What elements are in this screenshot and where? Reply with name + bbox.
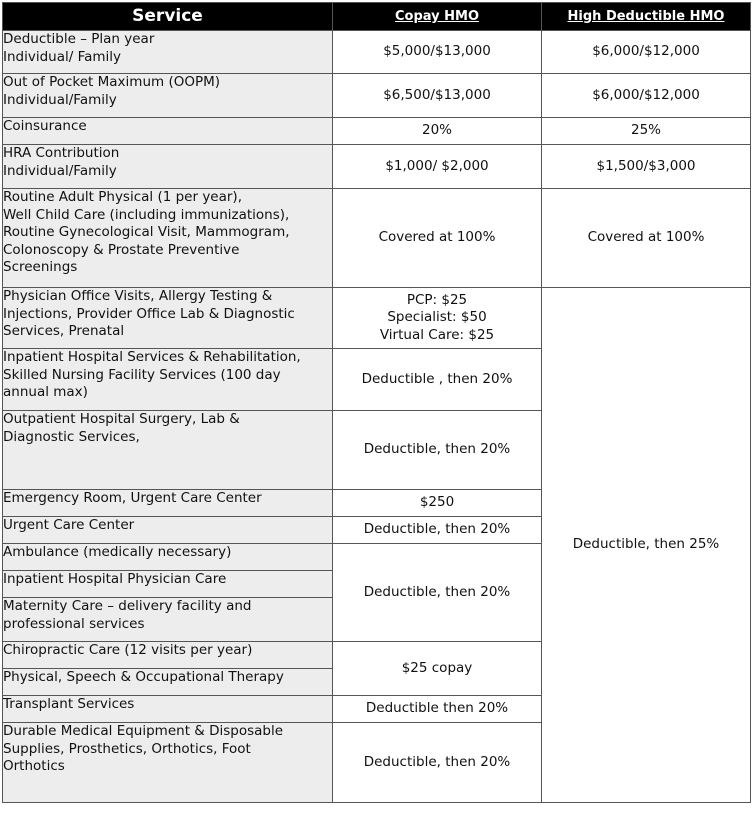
copay-cell: Deductible , then 20%: [333, 349, 542, 411]
copay-cell: Covered at 100%: [333, 189, 542, 288]
hdhmo-cell: $6,000/$12,000: [542, 74, 751, 118]
service-cell: Outpatient Hospital Surgery, Lab & Diagnostic Services,: [3, 411, 333, 490]
copay-cell: Deductible, then 20%: [333, 723, 542, 803]
copay-cell: $1,000/ $2,000: [333, 145, 542, 189]
copay-cell: $5,000/$13,000: [333, 31, 542, 74]
table-row: [3, 118, 751, 145]
table-header-row: [3, 3, 751, 31]
table-row: [3, 189, 751, 288]
copay-cell: Deductible, then 20%: [333, 517, 542, 544]
table-row: [3, 288, 751, 349]
service-cell: Transplant Services: [3, 696, 333, 723]
service-cell: Out of Pocket Maximum (OOPM) Individual/Family: [3, 74, 333, 118]
service-cell: Deductible – Plan year Individual/ Family: [3, 31, 333, 74]
table-row: [3, 31, 751, 74]
hdhmo-merged-cell: Deductible, then 25%: [542, 288, 751, 803]
service-cell: Chiropractic Care (12 visits per year): [3, 642, 333, 669]
service-cell: Inpatient Hospital Physician Care: [3, 571, 333, 598]
table-row: [3, 74, 751, 118]
service-cell: Coinsurance: [3, 118, 333, 145]
service-cell: Physical, Speech & Occupational Therapy: [3, 669, 333, 696]
hdhmo-cell: $6,000/$12,000: [542, 31, 751, 74]
copay-cell: $25 copay: [333, 642, 542, 696]
service-cell: Emergency Room, Urgent Care Center: [3, 490, 333, 517]
service-cell: Urgent Care Center: [3, 517, 333, 544]
service-cell: Ambulance (medically necessary): [3, 544, 333, 571]
copay-cell: Deductible, then 20%: [333, 544, 542, 642]
hdhmo-cell: 25%: [542, 118, 751, 145]
header-copay-hmo: Copay HMO: [333, 3, 542, 31]
hdhmo-cell: Covered at 100%: [542, 189, 751, 288]
copay-cell: Deductible, then 20%: [333, 411, 542, 490]
copay-cell: Deductible then 20%: [333, 696, 542, 723]
service-cell: Routine Adult Physical (1 per year), Well Child Care (including immunizations), Routine Gynecological Visit, Mammogram, Colonoscopy & Prostate Preventive Screenings: [3, 189, 333, 288]
benefits-table: [2, 2, 751, 803]
header-service: Service: [3, 3, 333, 31]
copay-cell: $6,500/$13,000: [333, 74, 542, 118]
hdhmo-cell: $1,500/$3,000: [542, 145, 751, 189]
service-cell: HRA Contribution Individual/Family: [3, 145, 333, 189]
service-cell: Durable Medical Equipment & Disposable Supplies, Prosthetics, Orthotics, Foot Orthotics: [3, 723, 333, 803]
copay-cell: 20%: [333, 118, 542, 145]
header-high-deductible-hmo: High Deductible HMO: [542, 3, 751, 31]
service-cell: Maternity Care – delivery facility and professional services: [3, 598, 333, 642]
copay-cell: $250: [333, 490, 542, 517]
copay-cell: PCP: $25 Specialist: $50 Virtual Care: $25: [333, 288, 542, 349]
table-row: [3, 145, 751, 189]
service-cell: Inpatient Hospital Services & Rehabilitation, Skilled Nursing Facility Services (100 day annual max): [3, 349, 333, 411]
service-cell: Physician Office Visits, Allergy Testing & Injections, Provider Office Lab & Diagnostic Services, Prenatal: [3, 288, 333, 349]
